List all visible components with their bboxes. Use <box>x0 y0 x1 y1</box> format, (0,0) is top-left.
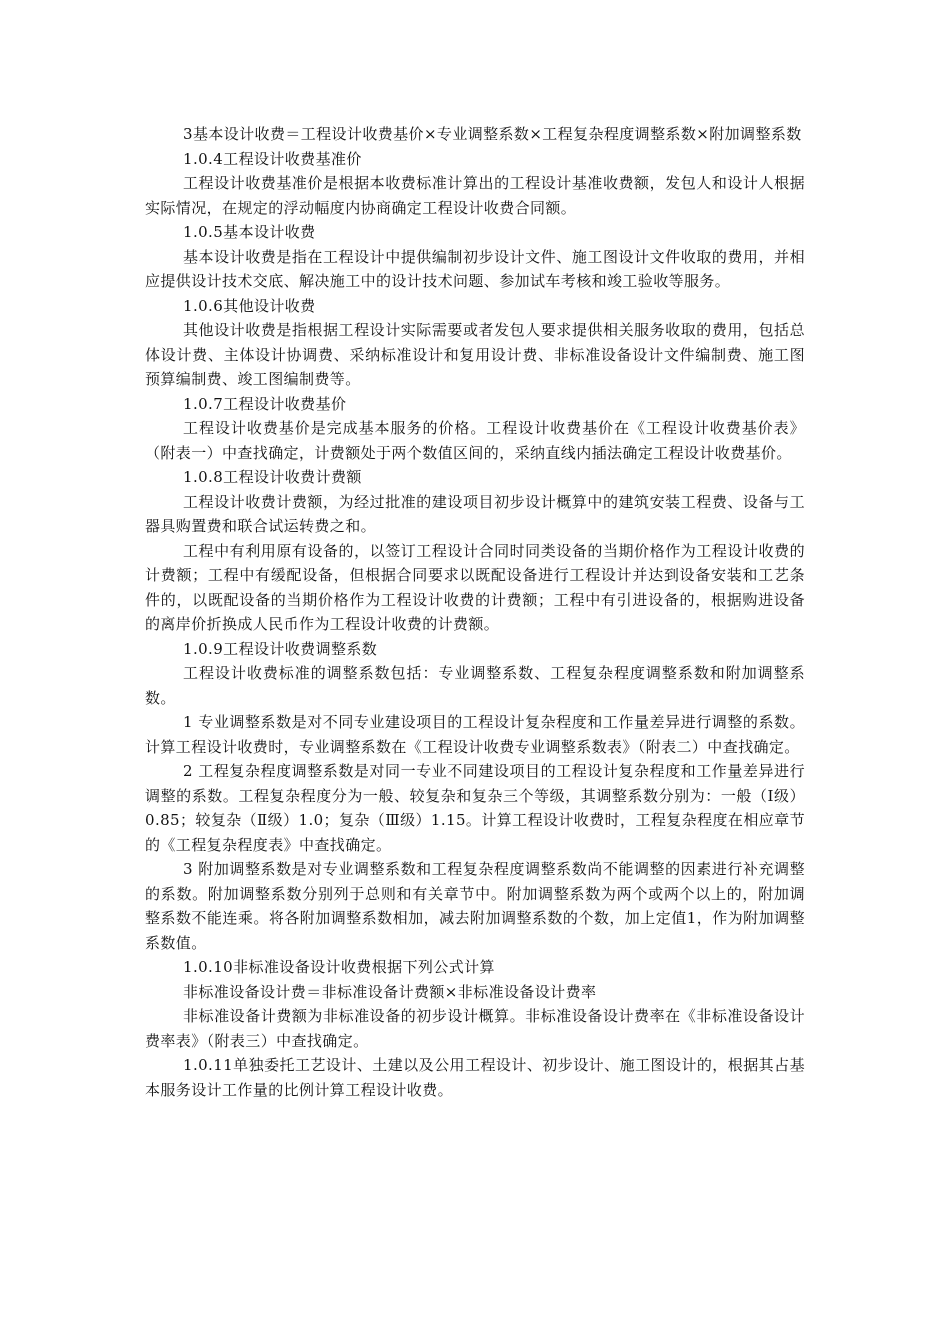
section-heading-1-0-9: 1.0.9工程设计收费调整系数 <box>183 639 378 658</box>
section-heading-1-0-4: 1.0.4工程设计收费基准价 <box>183 149 362 168</box>
formula-paragraph: 3基本设计收费＝工程设计收费基价×专业调整系数×工程复杂程度调整系数×附加调整系数 <box>183 125 802 143</box>
body-paragraph: 基本设计收费是指在工程设计中提供编制初步设计文件、施工图设计文件收取的费用，并相应提供设计技术交底、解决施工中的设计技术问题、参加试车考核和竣工验收等服务。 <box>145 247 805 290</box>
list-item-3: 3 附加调整系数是对专业调整系数和工程复杂程度调整系数尚不能调整的因素进行补充调整的系数。附加调整系数分别列于总则和有关章节中。附加调整系数为两个或两个以上的，附加调整系数不能连乘。将各附加调整系数相加，减去附加调整系数的个数，加上定值1，作为附加调整系数值。 <box>145 860 805 952</box>
body-paragraph: 其他设计收费是指根据工程设计实际需要或者发包人要求提供相关服务收取的费用，包括总体设计费、主体设计协调费、采纳标准设计和复用设计费、非标准设备设计文件编制费、施工图预算编制费、竣工图编制费等。 <box>145 321 805 388</box>
section-heading-1-0-8: 1.0.8工程设计收费计费额 <box>183 468 362 486</box>
body-paragraph: 非标准设备计费额为非标准设备的初步设计概算。非标准设备设计费率在《非标准设备设计费率表》（附表三）中查找确定。 <box>145 1007 805 1050</box>
document-body <box>145 122 805 1102</box>
section-heading-1-0-5: 1.0.5基本设计收费 <box>183 223 316 241</box>
body-paragraph: 工程中有利用原有设备的，以签订工程设计合同时同类设备的当期价格作为工程设计收费的计费额；工程中有缓配设备，但根据合同要求以既配设备进行工程设计并达到设备安装和工艺条件的，以既配设备的当期价格作为工程设计收费的计费额；工程中有引进设备的，根据购进设备的离岸价折换成人民币作为工程设计收费的计费额。 <box>145 541 805 633</box>
formula-paragraph: 非标准设备设计费＝非标准设备计费额×非标准设备设计费率 <box>183 982 597 1001</box>
body-paragraph: 工程设计收费计费额，为经过批准的建设项目初步设计概算中的建筑安装工程费、设备与工器具购置费和联合试运转费之和。 <box>145 492 805 535</box>
section-heading-1-0-6: 1.0.6其他设计收费 <box>183 296 316 315</box>
section-heading-1-0-7: 1.0.7工程设计收费基价 <box>183 394 347 413</box>
list-item-1: 1 专业调整系数是对不同专业建设项目的工程设计复杂程度和工作量差异进行调整的系数。计算工程设计收费时，专业调整系数在《工程设计收费专业调整系数表》（附表二）中查找确定。 <box>145 713 805 756</box>
body-paragraph: 工程设计收费基价是完成基本服务的价格。工程设计收费基价在《工程设计收费基价表》（附表一）中查找确定，计费额处于两个数值区间的，采纳直线内插法确定工程设计收费基价。 <box>145 419 805 462</box>
body-paragraph: 工程设计收费标准的调整系数包括：专业调整系数、工程复杂程度调整系数和附加调整系数。 <box>145 664 805 707</box>
section-paragraph-1-0-11: 1.0.11单独委托工艺设计、土建以及公用工程设计、初步设计、施工图设计的，根据其占基本服务设计工作量的比例计算工程设计收费。 <box>145 1056 805 1099</box>
body-paragraph: 工程设计收费基准价是根据本收费标准计算出的工程设计基准收费额，发包人和设计人根据实际情况，在规定的浮动幅度内协商确定工程设计收费合同额。 <box>145 174 805 217</box>
list-item-2: 2 工程复杂程度调整系数是对同一专业不同建设项目的工程设计复杂程度和工作量差异进行调整的系数。工程复杂程度分为一般、较复杂和复杂三个等级，其调整系数分别为：一般（Ⅰ级）0.85；较复杂（Ⅱ级）1.0；复杂（Ⅲ级）1.15。计算工程设计收费时，工程复杂程度在相应章节的《工程复杂程度表》中查找确定。 <box>145 762 805 854</box>
section-heading-1-0-10: 1.0.10非标准设备设计收费根据下列公式计算 <box>183 958 495 976</box>
